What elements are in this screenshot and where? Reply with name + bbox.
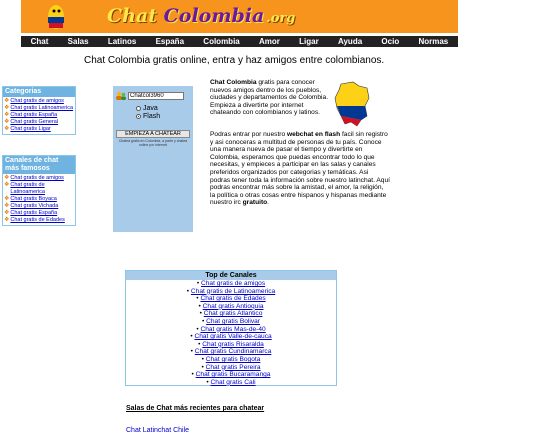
list-item xyxy=(4,196,74,203)
sidebar-link[interactable]: Chat gratis de Edades xyxy=(10,217,65,223)
canal-link[interactable]: Chat gratis Cali xyxy=(210,378,256,386)
radio-java-button[interactable] xyxy=(136,106,141,111)
list-item xyxy=(126,295,336,303)
list-item xyxy=(4,119,74,126)
radio-flash-label: Flash xyxy=(143,113,161,120)
sidebar-categorias xyxy=(2,86,76,135)
canal-link[interactable]: Chat gratis Valle-de-cauca xyxy=(194,333,272,341)
main-nav xyxy=(21,36,458,47)
sidebar-canales-famosos xyxy=(2,155,76,226)
colombia-map-icon xyxy=(333,80,371,128)
list-item xyxy=(4,105,74,112)
list-item xyxy=(126,318,336,326)
chat-login-panel xyxy=(113,86,193,232)
bullet-icon: ❖ xyxy=(4,175,10,181)
logo-tld: .org xyxy=(266,11,296,26)
canal-link[interactable]: Chat gratis Mas-de-40 xyxy=(200,325,266,333)
list-item xyxy=(126,379,336,387)
users-icon xyxy=(115,91,127,101)
sidebar-link[interactable]: Chat gratis Boyaca xyxy=(10,196,57,202)
list-item xyxy=(126,303,336,311)
list-item xyxy=(4,203,74,210)
site-header xyxy=(0,0,540,46)
colombia-flag-mascot-icon xyxy=(46,3,66,31)
sidebar-link[interactable]: Chat gratis Latinoamerica xyxy=(10,105,74,111)
canal-link[interactable]: Chat gratis Bogota xyxy=(205,355,261,363)
page-tagline: Chat Colombia gratis online, entra y haz amigos entre colombianos. xyxy=(84,55,385,66)
sidebar-link[interactable]: Chat gratis de Latinoamerica xyxy=(10,182,45,195)
intro2-webchat: webchat en flash xyxy=(286,131,341,138)
bullet-icon: ❖ xyxy=(4,217,10,223)
list-item xyxy=(126,326,336,334)
sidebar-link[interactable]: Chat gratis General xyxy=(10,119,59,125)
canal-link[interactable]: Chat gratis Bucaramanga xyxy=(195,371,271,379)
canal-link[interactable]: Chat gratis Pereira xyxy=(205,363,261,371)
list-item xyxy=(126,280,336,288)
list-item xyxy=(126,333,336,341)
nickname-input[interactable] xyxy=(128,92,184,100)
start-chat-button[interactable]: EMPIEZA A CHATEAR xyxy=(116,130,190,138)
bullet-icon: ❖ xyxy=(4,105,10,111)
sidebar-link[interactable]: Chat gratis Vichada xyxy=(10,203,59,209)
list-item xyxy=(126,348,336,356)
logo-word-colombia: Colombia xyxy=(163,5,265,27)
canal-link[interactable]: Chat gratis Atlantico xyxy=(203,310,263,318)
nav-item-ligar[interactable]: Ligar xyxy=(299,37,319,46)
bullet-icon: ❖ xyxy=(4,182,10,188)
sidebar-link[interactable]: Chat gratis España xyxy=(10,112,58,118)
bullet-icon: ❖ xyxy=(4,196,10,202)
nav-item-ocio[interactable]: Ocio xyxy=(381,37,400,46)
canal-link[interactable]: Chat gratis Antioquia xyxy=(202,302,264,310)
list-item xyxy=(4,98,74,105)
list-item xyxy=(126,310,336,318)
sidebar-categorias-title: Categorias xyxy=(3,87,75,97)
list-item xyxy=(4,210,74,217)
list-item xyxy=(126,371,336,379)
intro2-text-a: Podras entrar por nuestro xyxy=(210,131,287,138)
canal-link[interactable]: Chat gratis de Edades xyxy=(200,295,266,303)
canal-link[interactable]: Chat gratis de amigos xyxy=(201,280,266,287)
list-item xyxy=(4,217,74,224)
canal-link[interactable]: Chat gratis Bolivar xyxy=(206,317,260,325)
list-item xyxy=(126,364,336,372)
recent-room-link[interactable]: Chat Latinchat Chile xyxy=(126,427,190,432)
nav-item-colombia[interactable]: Colombia xyxy=(203,37,240,46)
list-item xyxy=(4,126,74,133)
list-item xyxy=(126,341,336,349)
sidebar-canales-title: Canales de chat más famosos xyxy=(3,156,75,174)
top-canales-box xyxy=(125,270,337,386)
list-item xyxy=(4,175,74,182)
radio-java-label: Java xyxy=(143,105,158,112)
radio-flash[interactable] xyxy=(136,113,160,120)
sidebar-link[interactable]: Chat gratis España xyxy=(10,210,58,216)
bullet-icon: ❖ xyxy=(4,119,10,125)
intro-brand: Chat Colombia xyxy=(210,79,257,86)
bullet-icon: ❖ xyxy=(4,203,10,209)
list-item xyxy=(4,182,74,196)
intro-paragraph xyxy=(210,79,330,117)
intro-paragraph-2 xyxy=(210,131,390,207)
list-item xyxy=(126,288,336,296)
nav-item-chat[interactable]: Chat xyxy=(30,37,49,46)
site-logo[interactable] xyxy=(107,5,295,27)
sidebar-link[interactable]: Chat gratis de amigos xyxy=(10,98,64,104)
nav-item-ayuda[interactable]: Ayuda xyxy=(338,37,363,46)
bullet-icon: ❖ xyxy=(4,210,10,216)
intro-text: gratis para conocer nuevos amigos dentro de los pueblos, ciudades y departamentos de Colombia. Empieza a divertirte por internet chateando con colombianos y latinos. xyxy=(210,79,329,117)
bullet-icon: ❖ xyxy=(4,98,10,104)
login-note: Chateá gratis en Colombia, a partir y chatea online por internet xyxy=(118,139,188,147)
radio-flash-button[interactable] xyxy=(136,114,141,119)
intro2-gratuito: gratuito xyxy=(242,199,268,207)
bullet-icon: ❖ xyxy=(4,112,10,118)
intro2-text-c: . xyxy=(267,199,270,207)
list-item xyxy=(126,356,336,364)
radio-java[interactable] xyxy=(136,105,158,112)
intro2-text-b: facil sin registro y asi conoceras a multitud de personas de tu país. Conoce una manera nueva de pasar el tiempo y divertirte en Colombia, esperamos que puedas encontrar todo lo que necesitas, y empieces a participar en las salas y canales preferidos organizados por categorias y temáticas. Asi podras tener toda la información sobre nuestro latinchat. Aquí podras encontrar más sobre la amistad, el amor, la religión, la política o otras cosas entre hispanos y hispanas mediante nuestro irc xyxy=(210,131,390,207)
list-item xyxy=(4,112,74,119)
top-canales-title: Top de Canales xyxy=(126,271,336,280)
canal-link[interactable]: Chat gratis Cundinamarca xyxy=(194,348,272,356)
canal-link[interactable]: Chat gratis de Latinoamerica xyxy=(190,287,276,295)
nav-item-amor[interactable]: Amor xyxy=(259,37,280,46)
logo-word-chat: Chat xyxy=(107,5,158,27)
bullet-icon: ❖ xyxy=(4,126,10,132)
recent-rooms-title: Salas de Chat más recientes para chatear xyxy=(126,405,265,412)
logo-banner[interactable] xyxy=(21,0,458,33)
nav-item-salas[interactable]: Salas xyxy=(67,37,89,46)
nav-item-latinos[interactable]: Latinos xyxy=(107,37,137,46)
canal-link[interactable]: Chat gratis Risaralda xyxy=(202,340,264,348)
sidebar-link[interactable]: Chat gratis Ligar xyxy=(10,126,51,132)
nav-item-normas[interactable]: Normas xyxy=(418,37,449,46)
nav-item-espana[interactable]: España xyxy=(155,37,185,46)
sidebar-link[interactable]: Chat gratis de amigos xyxy=(10,175,64,181)
